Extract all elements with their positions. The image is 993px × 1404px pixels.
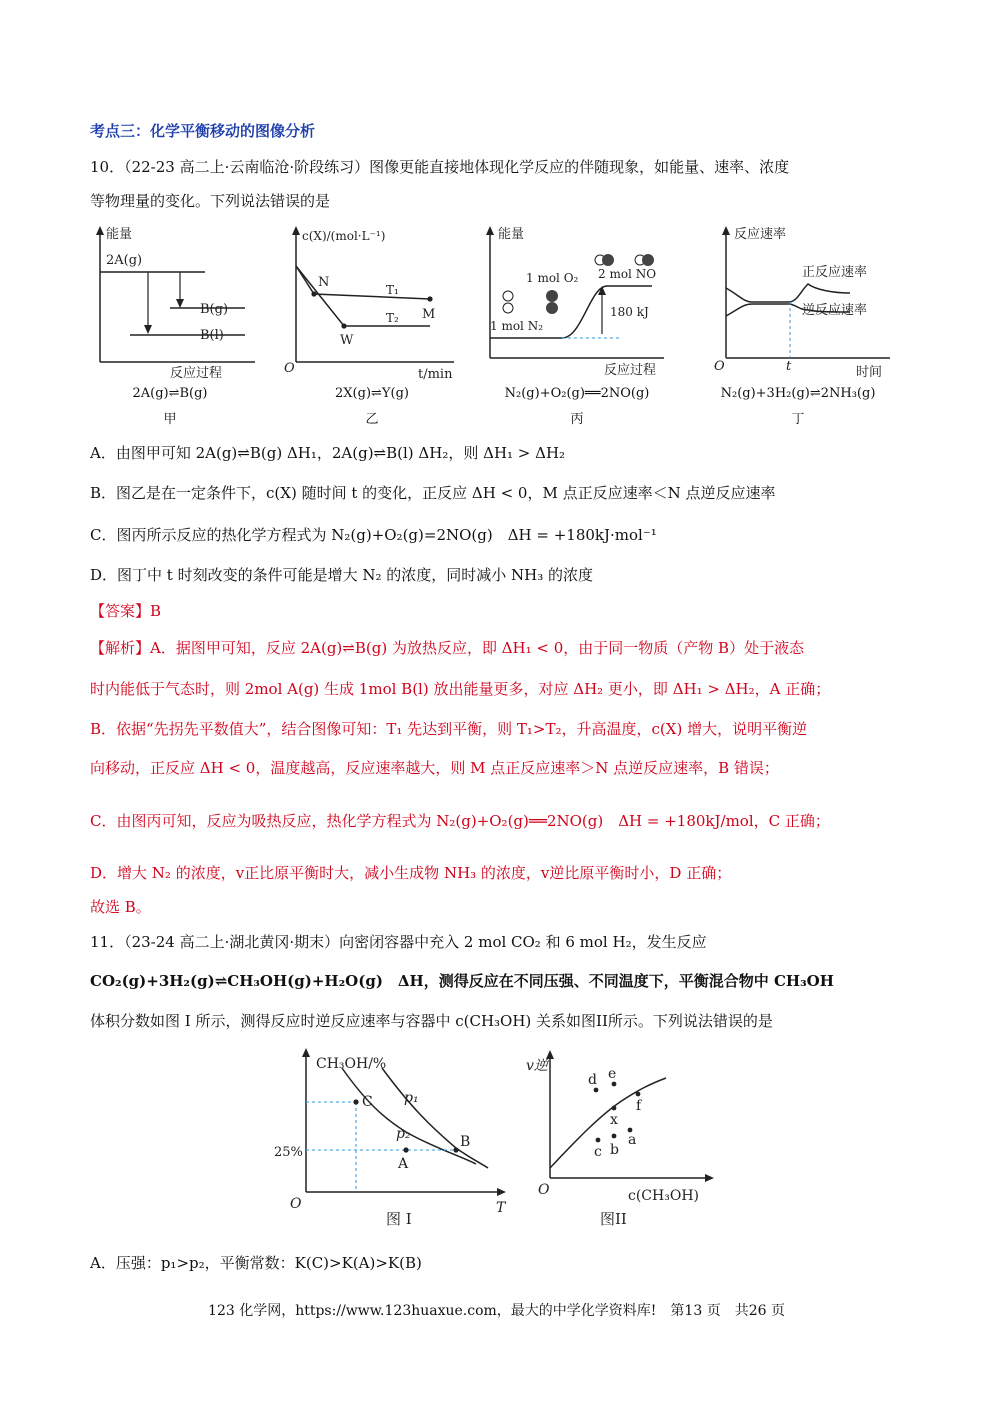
yi-equation: 2X(g)⇌Y(g) <box>335 386 409 401</box>
figure-1 <box>270 1046 520 1231</box>
fig1-caption: 图 I <box>386 1210 412 1228</box>
jia-caption: 甲 <box>163 412 177 427</box>
fig2-caption: 图II <box>600 1210 627 1228</box>
jia-level-top: 2A(g) <box>106 253 143 268</box>
section-title: 考点三：化学平衡移动的图像分析 <box>90 122 316 140</box>
q10-explanation-7: 故选 B。 <box>90 898 151 916</box>
q11-stem-line2: CO₂(g)+3H₂(g)⇌CH₃OH(g)+H₂O(g) ΔH，测得反应在不同压强、不同温度下，平衡混合物中 CH₃OH <box>90 972 834 990</box>
fig2-point-e: e <box>608 1066 617 1082</box>
q10-option-a: A．由图甲可知 2A(g)⇌B(g) ΔH₁，2A(g)⇌B(l) ΔH₂，则 ΔH₁ > ΔH₂ <box>90 444 566 462</box>
figure-bing <box>482 222 672 382</box>
yi-t1: T₁ <box>386 283 399 297</box>
ding-equation: N₂(g)+3H₂(g)⇌2NH₃(g) <box>720 386 876 401</box>
q10-explanation-1: 【解析】A．据图甲可知，反应 2A(g)⇌B(g) 为放热反应，即 ΔH₁ < 0，由于同一物质（产物 B）处于液态 <box>90 639 805 657</box>
q11-stem-line1: 11．（23-24 高二上·湖北黄冈·期末）向密闭容器中充入 2 mol CO₂ 和 6 mol H₂，发生反应 <box>90 933 707 951</box>
fig1-point-a: A <box>398 1156 409 1172</box>
page-footer: 123 化学网，https://www.123huaxue.com，最大的中学化学资料库! 第13 页 共26 页 <box>208 1303 785 1319</box>
fig2-point-a: a <box>628 1132 637 1148</box>
ding-origin: O <box>714 359 725 374</box>
q10-option-c: C．图丙所示反应的热化学方程式为 N₂(g)+O₂(g)=2NO(g) ΔH = +180kJ·mol⁻¹ <box>90 526 657 544</box>
fig1-p1: p₁ <box>404 1090 419 1106</box>
figure-jia <box>90 222 260 382</box>
fig1-point-c: C <box>362 1094 373 1110</box>
q10-stem-line1: 10．（22-23 高二上·云南临沧·阶段练习）图像更能直接地体现化学反应的伴随现象，如能量、速率、浓度 <box>90 158 790 176</box>
q10-explanation-4: 向移动，正反应 ΔH < 0，温度越高，反应速率越大，则 M 点正反应速率＞N 点逆反应速率，B 错误； <box>90 759 779 777</box>
fig2-ylabel: v逆 <box>526 1058 548 1074</box>
fig1-y25: 25% <box>274 1145 303 1160</box>
figure-2 <box>520 1046 720 1231</box>
bing-label-no: 2 mol NO <box>598 267 657 281</box>
bing-xlabel: 反应过程 <box>604 363 657 378</box>
ding-reverse-rate: 逆反应速率 <box>802 303 868 318</box>
fig1-ylabel: CH₃OH/% <box>316 1056 387 1072</box>
fig2-point-x: x <box>610 1112 618 1128</box>
ding-xlabel: 时间 <box>856 365 883 380</box>
bing-label-n2: 1 mol N₂ <box>490 319 544 333</box>
ding-t: t <box>786 359 792 374</box>
bing-label-o2: 1 mol O₂ <box>526 271 579 285</box>
bing-caption: 丙 <box>570 412 584 427</box>
bing-label-heat: 180 kJ <box>610 305 649 319</box>
ding-ylabel: 反应速率 <box>734 227 787 242</box>
yi-point-m: M <box>422 307 436 322</box>
jia-xlabel: 反应过程 <box>170 366 223 381</box>
fig2-point-c: c <box>594 1144 602 1160</box>
yi-caption: 乙 <box>365 412 379 427</box>
fig1-origin: O <box>290 1196 302 1212</box>
fig2-xlabel: c(CH₃OH) <box>628 1188 699 1204</box>
yi-origin: O <box>284 361 295 376</box>
fig1-p2: p₂ <box>396 1126 411 1142</box>
q11-stem-line3: 体积分数如图 I 所示，测得反应时逆反应速率与容器中 c(CH₃OH) 关系如图II所示。下列说法错误的是 <box>90 1012 773 1030</box>
q10-option-b: B．图乙是在一定条件下，c(X) 随时间 t 的变化，正反应 ΔH < 0，M 点正反应速率＜N 点逆反应速率 <box>90 484 776 502</box>
q10-stem-line2: 等物理量的变化。下列说法错误的是 <box>90 192 331 210</box>
jia-level-mid: B(g) <box>200 302 229 317</box>
ding-forward-rate: 正反应速率 <box>802 265 868 280</box>
bing-ylabel: 能量 <box>498 227 525 242</box>
figure-yi <box>282 222 462 382</box>
q10-answer: 【答案】B <box>90 602 162 620</box>
fig1-point-b: B <box>460 1134 471 1150</box>
jia-ylabel: 能量 <box>106 227 133 242</box>
q10-explanation-5: C．由图丙可知，反应为吸热反应，热化学方程式为 N₂(g)+O₂(g)══2NO(g) ΔH = +180kJ/mol，C 正确； <box>90 812 830 830</box>
bing-equation: N₂(g)+O₂(g)══2NO(g) <box>504 386 650 401</box>
yi-point-n: N <box>318 275 330 290</box>
jia-equation: 2A(g)⇌B(g) <box>132 386 208 401</box>
fig2-origin: O <box>538 1182 550 1198</box>
yi-xlabel: t/min <box>418 367 453 382</box>
ding-caption: 丁 <box>791 412 805 427</box>
fig1-xlabel: T <box>496 1200 506 1216</box>
fig2-point-d: d <box>588 1072 597 1088</box>
yi-ylabel: c(X)/(mol·L⁻¹) <box>302 229 386 243</box>
yi-point-w: W <box>340 333 354 348</box>
fig2-point-f: f <box>636 1098 642 1114</box>
q11-option-a: A．压强：p₁>p₂，平衡常数：K(C)>K(A)>K(B) <box>90 1254 422 1272</box>
yi-t2: T₂ <box>386 311 399 325</box>
q10-explanation-3: B．依据“先拐先平数值大”，结合图像可知：T₁ 先达到平衡，则 T₁>T₂，升高温度，c(X) 增大，说明平衡逆 <box>90 720 808 738</box>
fig2-point-b: b <box>610 1142 619 1158</box>
jia-level-low: B(l) <box>200 328 224 343</box>
q10-option-d: D．图丁中 t 时刻改变的条件可能是增大 N₂ 的浓度，同时减小 NH₃ 的浓度 <box>90 566 594 584</box>
q10-explanation-2: 时内能低于气态时，则 2mol A(g) 生成 1mol B(l) 放出能量更多，对应 ΔH₂ 更小，即 ΔH₁ > ΔH₂，A 正确； <box>90 680 831 698</box>
q10-explanation-6: D．增大 N₂ 的浓度，v正比原平衡时大，减小生成物 NH₃ 的浓度，v逆比原平衡时小，D 正确； <box>90 864 732 882</box>
figure-ding <box>704 222 894 382</box>
